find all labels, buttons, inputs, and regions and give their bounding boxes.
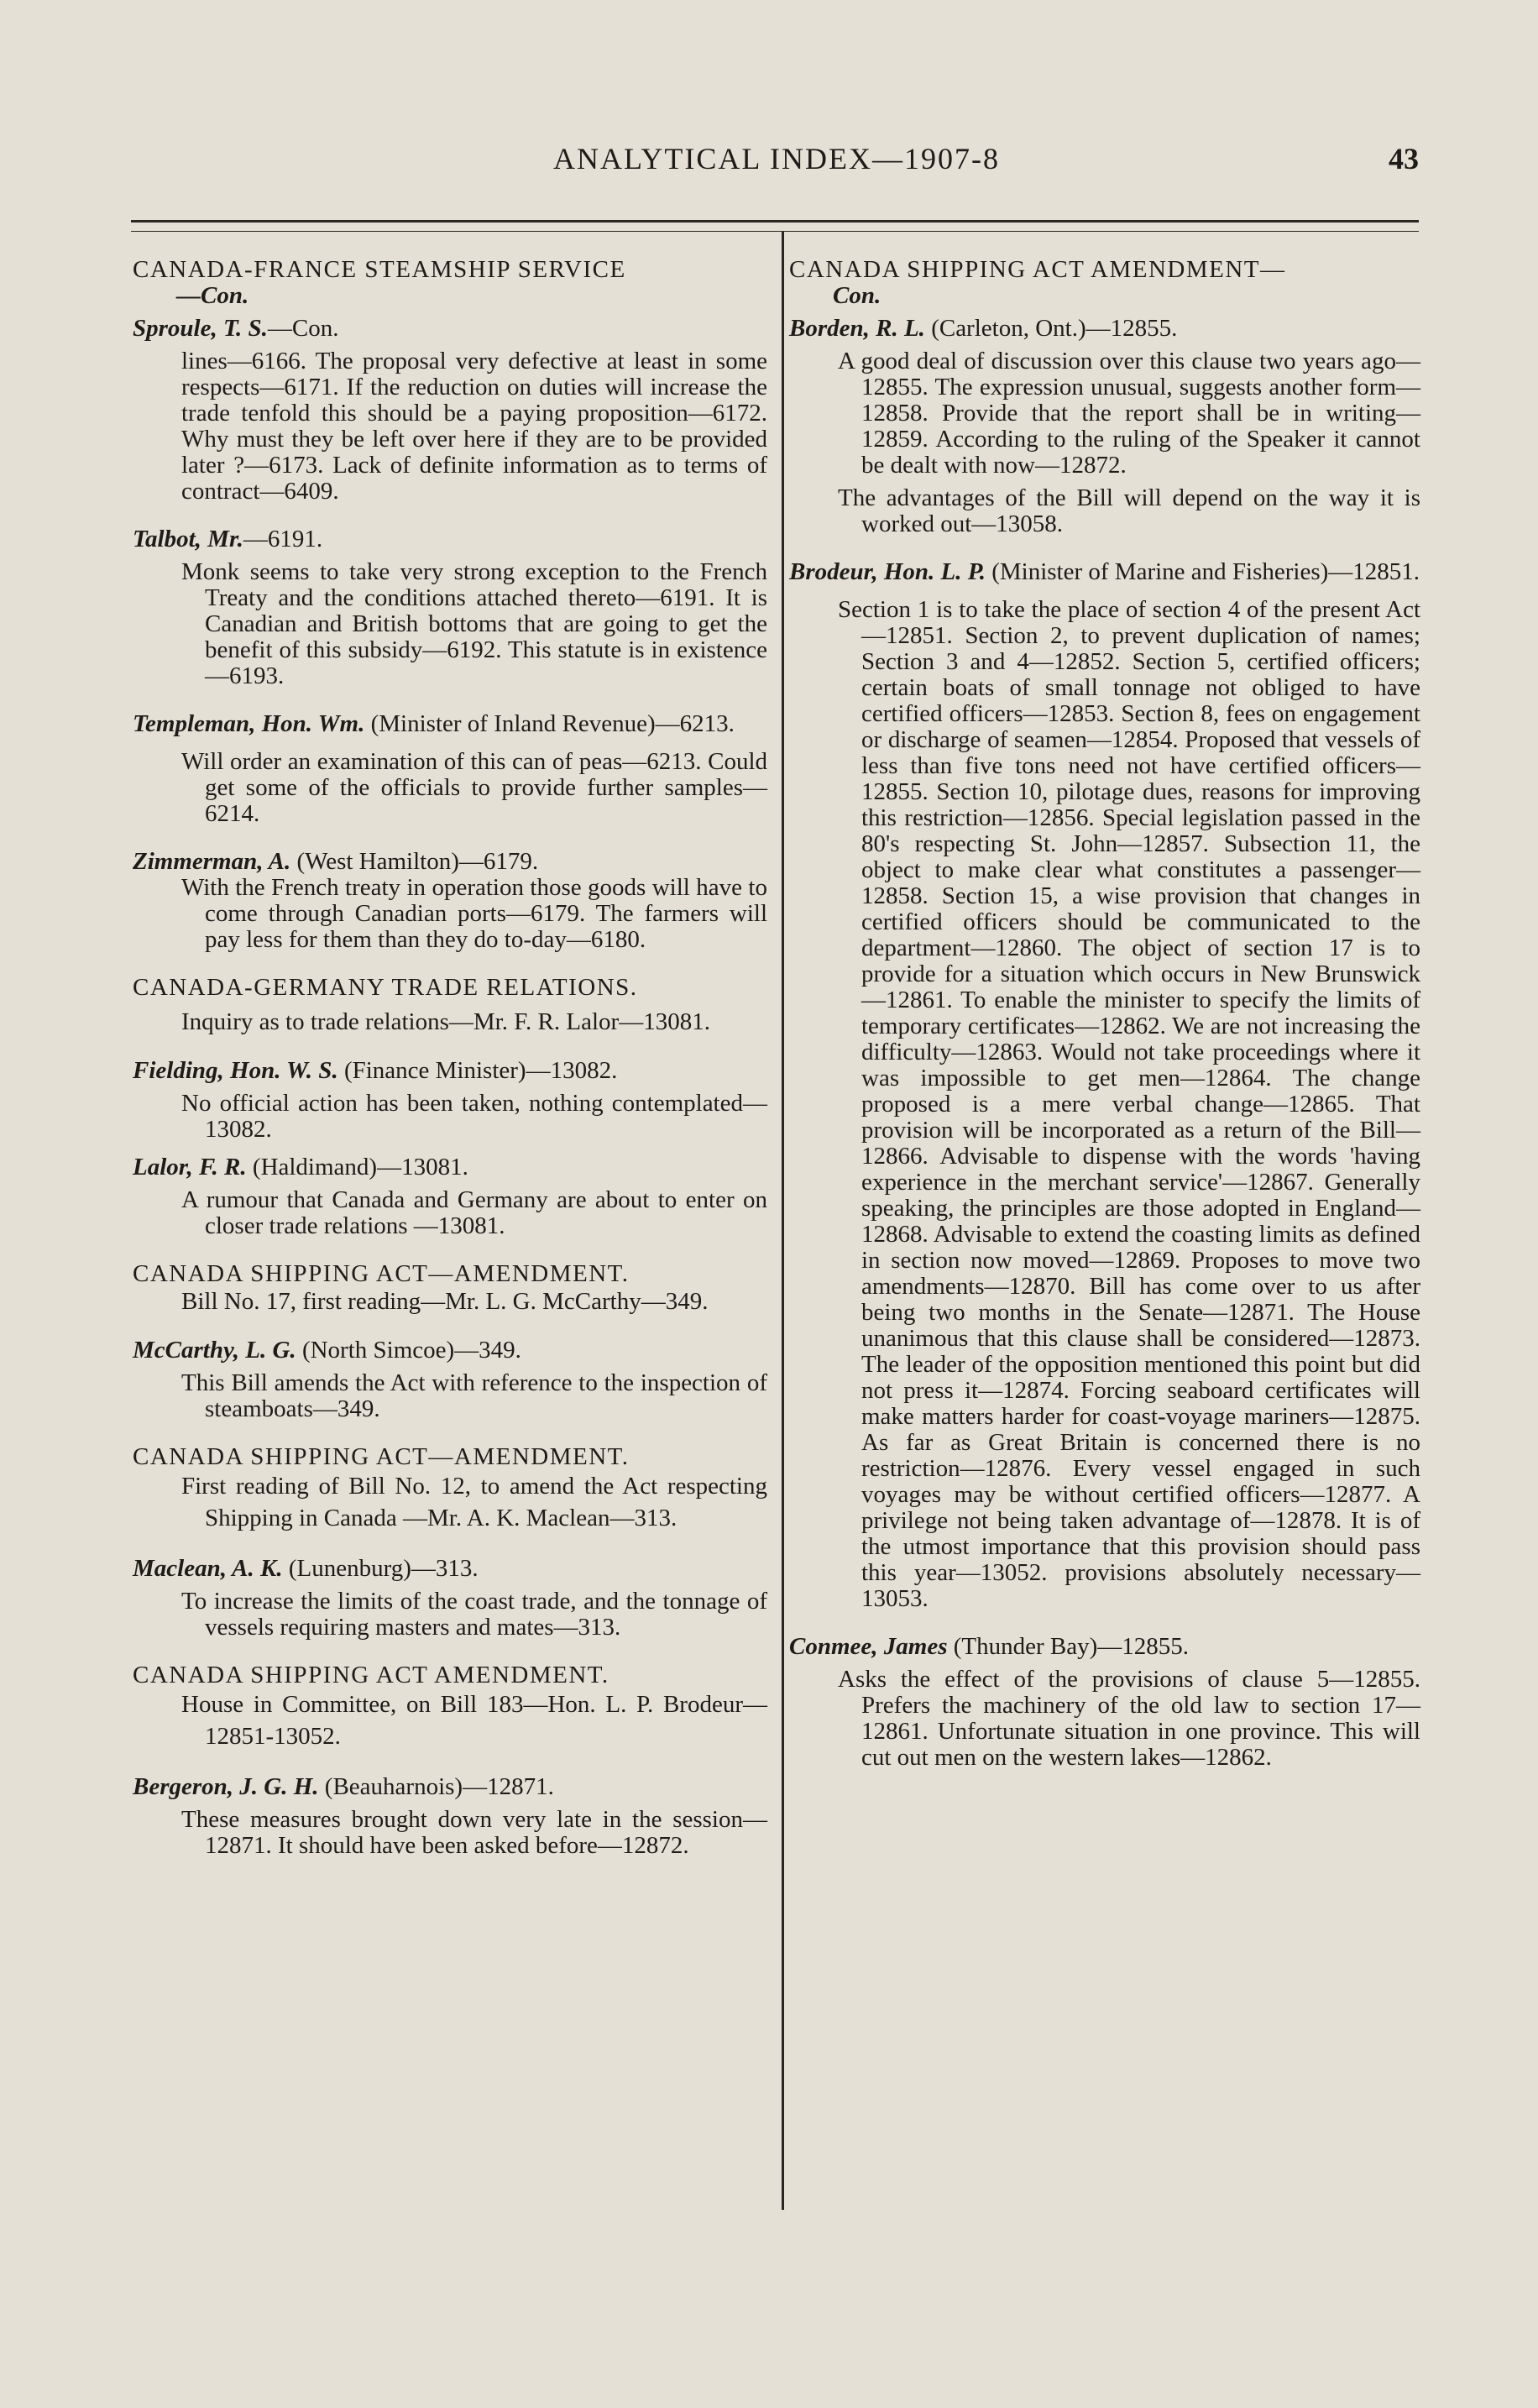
- speaker-suffix: (North Simcoe)—349.: [296, 1337, 521, 1364]
- speaker-suffix: (Beauharnois)—12871.: [318, 1773, 554, 1800]
- subject-heading: CANADA-GERMANY TRADE RELATIONS.: [133, 974, 638, 1001]
- index-entry: [133, 257, 767, 505]
- index-entry: [133, 849, 767, 953]
- subject-heading: CANADA SHIPPING ACT—AMENDMENT.: [133, 1260, 630, 1287]
- index-entry: [133, 1154, 767, 1239]
- heading-title: CANADA-FRANCE STEAMSHIP SERVICE: [133, 256, 626, 283]
- speaker-line: [133, 1337, 767, 1364]
- heading-continued: —Con.: [176, 282, 249, 309]
- speaker-name: Conmee, James: [789, 1633, 948, 1660]
- speaker-suffix: (Minister of Marine and Fisheries)—12851.: [985, 558, 1420, 585]
- subject-heading: [789, 257, 1420, 309]
- speaker-suffix: (West Hamilton)—6179.: [290, 848, 539, 875]
- index-entry: [133, 526, 767, 689]
- index-entry: [133, 1337, 767, 1422]
- index-entry: [133, 1662, 767, 1752]
- speaker-line: [133, 849, 767, 875]
- entry-text: A good deal of discussion over this clause two years ago—12855. The expression unusual, suggests another form—12858. Provide that the report shall be in writing—12859. According to the ruling of the Speaker it cannot be dealt with now—12872.: [838, 348, 1420, 479]
- speaker-suffix: (Finance Minister)—13082.: [337, 1057, 618, 1084]
- speaker-line: [133, 1058, 767, 1084]
- speaker-name: Sproule, T. S.: [133, 315, 268, 342]
- speaker-name: Lalor, F. R.: [133, 1154, 247, 1180]
- index-entry: [133, 1058, 767, 1143]
- speaker-line: [789, 559, 1420, 585]
- entry-text: Section 1 is to take the place of section 4 of the present Act—12851. Section 2, to prevent duplication of names; Section 3 and 4—12852. Section 5, certified officers; certain boats of small tonnage not obliged to have certified officers—12853. Section 8, fees on engagement or discharge of seamen—12854. Proposed that vessels of less than five tons need not have certified officers—12855. Section 10, pilotage dues, reasons for improving this restriction—12856. Special legislation passed in the 80's respecting St. John—12857. Subsection 11, the object to make clear what constitutes a passenger—12858. Section 15, a wise provision that changes in certified officers should be communicated to the department—12860. The object of section 17 is to provide for a situation which occurs in New Brunswick—12861. To enable the minister to specify the limits of temporary certificates—12862. We are not increasing the difficulty—12863. Would not take proceedings where it was impossible to get men—12864. The change proposed is a mere verbal change—12865. That provision will be incorporated as a return of the Bill—12866. Advisable to dispense with the words 'having experience in the merchant service'—12867. Generally speaking, the principles are those adopted in England—12868. Advisable to extend the coasting limits as defined in section now moved—12869. Proposes to move two amendments—12870. Bill has come over to us after being two months in the Senate—12871. The House unanimous that this clause shall be considered—12873. The leader of the opposition mentioned this point but did not press it—12874. Forcing seaboard certificates will make matters harder for coast-voyage mariners—12875. As far as Great Britain is concerned there is no restriction—12876. Every vessel engaged in such voyages may be without certified officers—12877. A privilege not being taken advantage of—12878. It is of the utmost importance that this provision should pass this year—13052. provisions absolutely necessary—13053.: [838, 596, 1420, 1612]
- entry-text: This Bill amends the Act with reference to the inspection of steamboats—349.: [181, 1369, 767, 1422]
- speaker-suffix: (Thunder Bay)—12855.: [947, 1633, 1190, 1660]
- left-column: [133, 257, 767, 1881]
- speaker-suffix: (Carleton, Ont.)—12855.: [924, 315, 1178, 342]
- entry-text: Asks the effect of the provisions of clause 5—12855. Prefers the machinery of the old law to section 17—12861. Unfortunate situation in one province. This will cut out men on the western lakes—12862.: [838, 1666, 1420, 1771]
- index-entry: [789, 559, 1420, 1612]
- entry-text: These measures brought down very late in the session—12871. It should have been asked before—12872.: [181, 1806, 767, 1859]
- index-entry: [133, 1556, 767, 1641]
- entry-text: House in Committee, on Bill 183—Hon. L. P. Brodeur—12851-13052.: [181, 1691, 767, 1750]
- speaker-name: Talbot, Mr.: [133, 526, 243, 552]
- entry-text: To increase the limits of the coast trade, and the tonnage of vessels requiring masters and mates—313.: [181, 1588, 767, 1641]
- speaker-line: [133, 316, 767, 342]
- heading-title: CANADA SHIPPING ACT AMENDMENT—: [789, 256, 1286, 283]
- speaker-name: Zimmerman, A.: [133, 848, 291, 875]
- entry-text: Inquiry as to trade relations—Mr. F. R. Lalor—13081.: [181, 1008, 710, 1035]
- entry-text: lines—6166. The proposal very defective at least in some respects—6171. If the reduction on duties will increase the trade tenfold this should be a paying proposition—6172. Why must they be left over here if they are to be provided later ?—6173. Lack of definite information as to terms of contract—6409.: [181, 348, 767, 505]
- entry-text: Will order an examination of this can of peas—6213. Could get some of the officials to provide further samples—6214.: [181, 748, 767, 827]
- index-entry: [133, 1444, 767, 1534]
- heading-continued: Con.: [833, 282, 881, 309]
- speaker-suffix: —Con.: [267, 315, 339, 342]
- speaker-line: [789, 1634, 1420, 1660]
- index-entry: [133, 1261, 767, 1316]
- page-header: [134, 141, 1419, 191]
- speaker-suffix: —6191.: [243, 526, 323, 552]
- speaker-name: Bergeron, J. G. H.: [133, 1773, 319, 1800]
- speaker-name: Borden, R. L.: [789, 315, 925, 342]
- right-column: [789, 257, 1420, 1793]
- speaker-suffix: (Minister of Inland Revenue)—6213.: [364, 710, 735, 737]
- speaker-line: [133, 711, 767, 737]
- speaker-suffix: (Haldimand)—13081.: [246, 1154, 468, 1180]
- speaker-name: Templeman, Hon. Wm.: [133, 710, 365, 737]
- speaker-line: [133, 1774, 767, 1800]
- entry-text: Bill No. 17, first reading—Mr. L. G. McCarthy—349.: [181, 1288, 709, 1315]
- index-entry: [133, 711, 767, 827]
- entry-text: No official action has been taken, nothing contemplated—13082.: [181, 1090, 767, 1143]
- header-rule: [131, 220, 1419, 232]
- page-number: 43: [1389, 142, 1419, 175]
- index-entry: [789, 257, 1420, 537]
- subject-heading: CANADA SHIPPING ACT AMENDMENT.: [133, 1662, 609, 1688]
- index-entry: [133, 1774, 767, 1859]
- speaker-line: [789, 316, 1420, 342]
- subject-heading: [133, 257, 767, 309]
- speaker-line: [133, 526, 767, 552]
- entry-text: First reading of Bill No. 12, to amend the Act respecting Shipping in Canada —Mr. A. K. Maclean—313.: [181, 1473, 767, 1531]
- speaker-suffix: (Lunenburg)—313.: [282, 1555, 479, 1582]
- speaker-name: McCarthy, L. G.: [133, 1337, 296, 1364]
- entry-text: A rumour that Canada and Germany are about to enter on closer trade relations —13081.: [181, 1186, 767, 1239]
- running-title: ANALYTICAL INDEX—1907-8: [553, 142, 1000, 175]
- subject-heading: CANADA SHIPPING ACT—AMENDMENT.: [133, 1443, 630, 1470]
- column-divider: [782, 232, 784, 2210]
- speaker-name: Maclean, A. K.: [133, 1555, 283, 1582]
- speaker-name: Brodeur, Hon. L. P.: [789, 558, 986, 585]
- index-entry: [133, 975, 767, 1036]
- speaker-name: Fielding, Hon. W. S.: [133, 1057, 338, 1084]
- speaker-line: [133, 1556, 767, 1582]
- entry-text: With the French treaty in operation those goods will have to come through Canadian ports—6179. The farmers will pay less for them than they do to-day—6180.: [181, 874, 767, 953]
- index-entry: [789, 1634, 1420, 1771]
- entry-text: The advantages of the Bill will depend on the way it is worked out—13058.: [838, 484, 1420, 537]
- entry-text: Monk seems to take very strong exception to the French Treaty and the conditions attached thereto—6191. It is Canadian and British bottoms that are going to get the benefit of this subsidy—6192. This statute is in existence—6193.: [181, 558, 767, 689]
- speaker-line: [133, 1154, 767, 1180]
